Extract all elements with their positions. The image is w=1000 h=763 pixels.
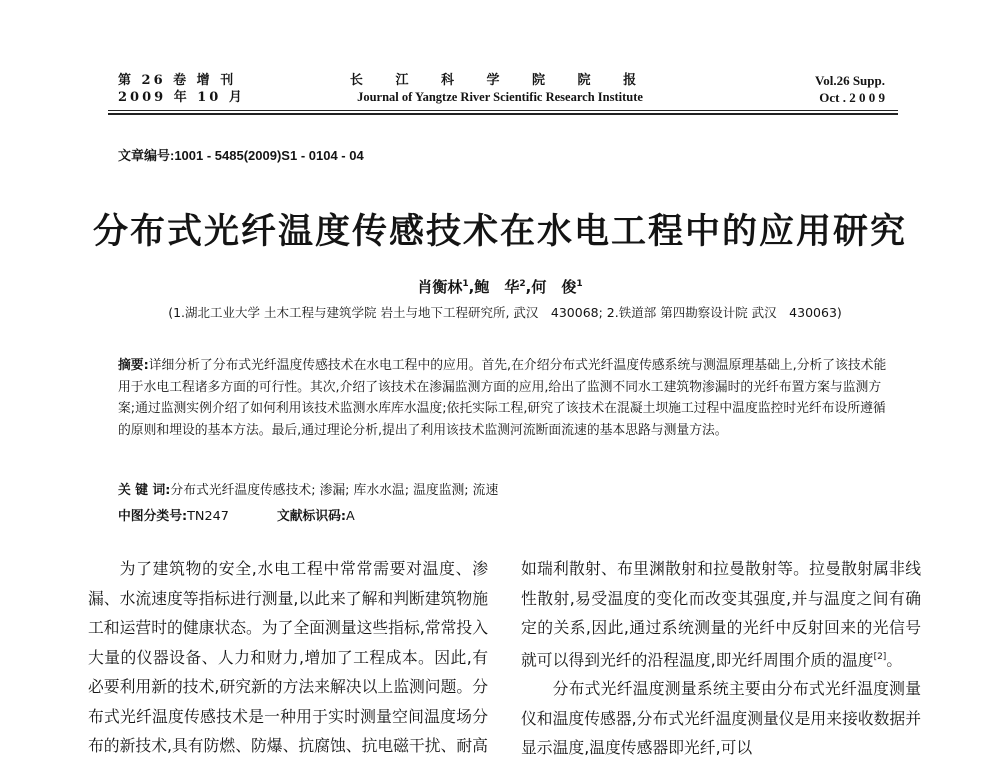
journal-name-cn: 长 江 科 学 院 院 报 <box>349 73 651 88</box>
clc-label: 中图分类号: <box>118 509 188 524</box>
author-3-affil: 1 <box>576 279 583 289</box>
body-column-right <box>521 554 921 763</box>
paper-title: 分布式光纤温度传感技术在水电工程中的应用研究 <box>92 211 907 252</box>
doc-code-value: A <box>346 509 355 524</box>
keywords <box>118 479 898 498</box>
abstract-label: 摘要: <box>118 358 149 373</box>
article-number: 文章编号:1001 - 5485(2009)S1 - 0104 - 04 <box>118 148 364 163</box>
header-rule-top <box>108 110 898 111</box>
author-1: 肖衡林 <box>417 278 463 296</box>
abstract <box>118 355 898 441</box>
header-volume-en-block <box>735 72 885 106</box>
abstract-text: 详细分析了分布式光纤温度传感技术在水电工程中的应用。首先,在介绍分布式光纤温度传感系统与测温原理基础上,分析了该技术能用于水电工程诸多方面的可行性。其次,介绍了该技术在渗漏监测方面的应用,给出了监测不同水工建筑物渗漏时的光纤布置方案与监测方案;通过监测实例介绍了如何利用该技术监测水库库水温度;依托实际工程,研究了该技术在混凝土坝施工过程中温度监控时光纤布设所遵循的原则和埋设的基本方法。最后,通过理论分析,提出了利用该技术监测河流断面流速的基本思路与测量方法。 <box>118 358 887 438</box>
header-journal-block <box>300 72 700 106</box>
body-paragraph: 为了建筑物的安全,水电工程中常常需要对温度、渗漏、水流速度等指标进行测量,以此来了解和判断建筑物施工和运营时的健康状态。为了全面测量这些指标,常常投入大量的仪器设备、人力和财力,增加了工程成本。因此,有必要利用新的技术,研究新的方法来解决以上监测问题。分布式光纤温度传感技术是一种用于实时测量空间温度场分布的新技术,具有防燃、防爆、抗腐蚀、抗电磁干扰、耐高 <box>88 559 488 755</box>
header-volume-block <box>118 72 245 106</box>
header-volume-en: Vol.26 Supp. <box>815 73 885 88</box>
author-sep: , <box>468 278 475 296</box>
keywords-label: 关 键 词: <box>118 483 171 498</box>
body-paragraph: 分布式光纤温度测量系统主要由分布式光纤温度测量仪和温度传感器,分布式光纤温度测量仪是用来接收数据并显示温度,温度传感器即光纤,可以 <box>521 679 921 758</box>
author-2-affil: 2 <box>519 279 526 289</box>
author-3: 何 俊 <box>531 278 577 296</box>
author-2: 鲍 华 <box>474 278 520 296</box>
body-text-end: 。 <box>886 649 903 669</box>
author-1-affil: 1 <box>462 279 469 289</box>
body-paragraph-continued <box>521 554 921 674</box>
header-date-cn: 2009 年 10 月 <box>118 90 245 105</box>
header-volume-cn: 第 26 卷 增 刊 <box>118 73 237 88</box>
classification-line <box>118 505 898 524</box>
citation-ref: [2] <box>873 651 887 662</box>
affiliations: (1.湖北工业大学 土木工程与建筑学院 岩土与地下工程研究所, 武汉 430068; 2.铁道部 第四勘察设计院 武汉 430063) <box>168 305 842 320</box>
author-sep: , <box>525 278 532 296</box>
author-line <box>0 276 1000 297</box>
clc-value: TN247 <box>187 509 229 524</box>
journal-name-en: Journal of Yangtze River Scientific Research Institute <box>357 90 643 104</box>
body-text: 如瑞利散射、布里渊散射和拉曼散射等。拉曼散射属非线性散射,易受温度的变化而改变其强度,并与温度之间有确定的关系,因此,通过系统测量的光纤中反射回来的光信号就可以得到光纤的沿程温度,即光纤周围介质的温度 <box>521 559 921 669</box>
header-date-en: Oct . 2 0 0 9 <box>819 90 885 105</box>
doc-code-label: 文献标识码: <box>276 509 347 524</box>
header-rule-bottom <box>108 113 898 115</box>
body-column-left <box>88 554 488 761</box>
keywords-text: 分布式光纤温度传感技术; 渗漏; 库水水温; 温度监测; 流速 <box>170 483 499 498</box>
